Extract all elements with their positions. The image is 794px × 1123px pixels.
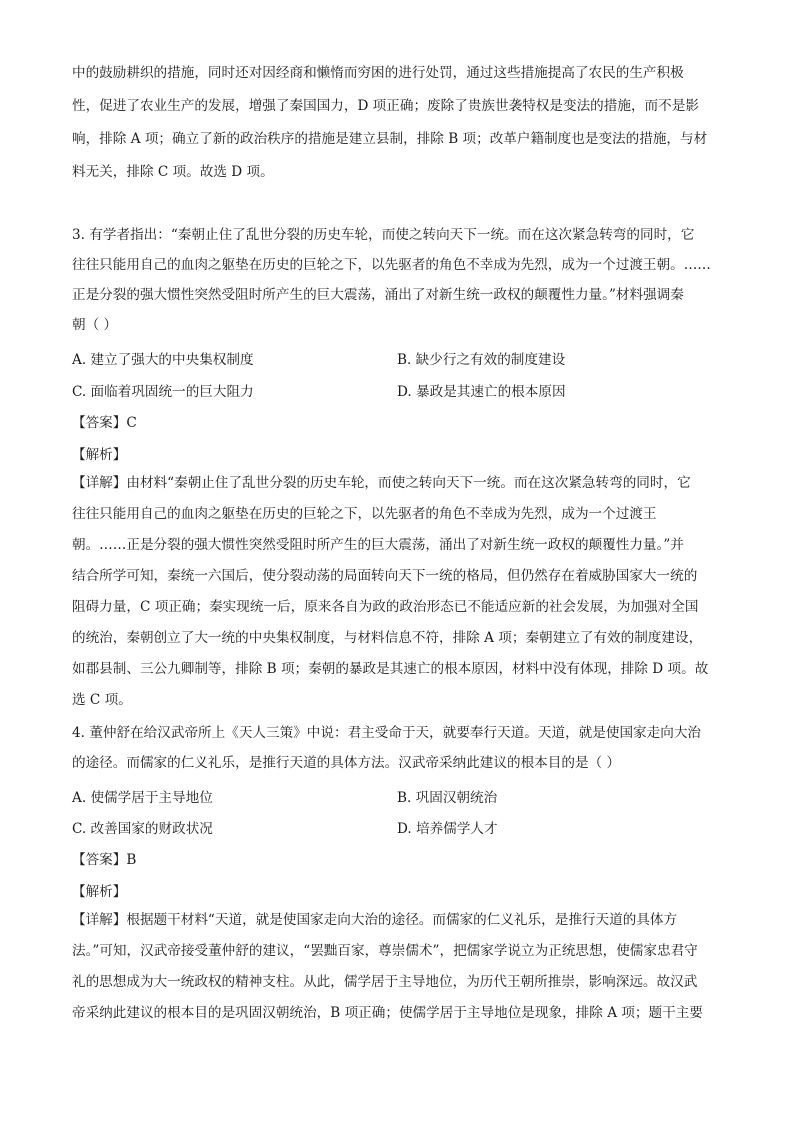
answer-tag: 【答案】 bbox=[72, 415, 127, 431]
q3-option-d: D. 暴政是其速亡的根本原因 bbox=[397, 384, 566, 400]
text-line: 法。”可知，汉武帝接受董仲舒的建议，“罢黜百家，尊崇儒术”，把儒家学说立为正统思想，使儒家忠君守 bbox=[72, 943, 698, 959]
text-line: 【详解】根据题干材料“天道，就是使国家走向大治的途径。而儒家的仁义礼乐，是推行天道的具体方 bbox=[72, 912, 678, 928]
text-line: 朝。……正是分裂的强大惯性突然受阻时所产生的巨大震荡，涌出了对新生统一政权的颠覆性力量。”并 bbox=[72, 537, 684, 553]
text-line: 4. 董仲舒在给汉武帝所上《天人三策》中说：君主受命于天，就要奉行天道。天道，就是使国家走向大治 bbox=[72, 725, 702, 741]
q4-analysis-label: 【解析】 bbox=[72, 884, 127, 900]
text-line: 往往只能用自己的血肉之躯垫在历史的巨轮之下，以先驱者的角色不幸成为先烈，成为一个过渡王朝。…… bbox=[72, 257, 711, 273]
text-line: 结合所学可知，秦统一六国后，使分裂动荡的局面转向天下一统的格局，但仍然存在着威胁国家大一统的 bbox=[72, 568, 698, 584]
text-line: 礼的思想成为大一统政权的精神支柱。从此，儒学居于主导地位，为历代王朝所推崇，影响深远。故汉武 bbox=[72, 974, 698, 990]
text-line: 性，促进了农业生产的发展，增强了秦国国力，D 项正确；废除了贵族世袭特权是变法的措施，而不是影 bbox=[72, 98, 699, 114]
text-line: 响，排除 A 项；确立了新的政治秩序的措施是建立县制，排除 B 项；改革户籍制度也是变法的措施，与材 bbox=[72, 131, 708, 147]
text-line: 正是分裂的强大惯性突然受阻时所产生的巨大震荡，涌出了对新生统一政权的颠覆性力量。”材料强调秦 bbox=[72, 287, 684, 303]
answer-value: B bbox=[126, 852, 137, 868]
answer-tag: 【答案】 bbox=[72, 852, 127, 868]
q4-option-a: A. 使儒学居于主导地位 bbox=[72, 790, 213, 806]
q3-option-b: B. 缺少行之有效的制度建设 bbox=[397, 352, 566, 368]
text-line: 中的鼓励耕织的措施，同时还对因经商和懒惰而穷困的进行处罚，通过这些措施提高了农民的生产积极 bbox=[72, 65, 684, 81]
text-line: 3. 有学者指出：“秦朝止住了乱世分裂的历史车轮，而使之转向天下一统。而在这次紧急转弯的同时，它 bbox=[72, 227, 695, 243]
text-line: 【详解】由材料“秦朝止住了乱世分裂的历史车轮，而使之转向天下一统。而在这次紧急转弯的同时，它 bbox=[72, 475, 691, 491]
text-line: 帝采纳此建议的根本目的是巩固汉朝统治，B 项正确；使儒学居于主导地位是现象，排除 A 项；题干主要 bbox=[72, 1005, 703, 1021]
text-line: 的途径。而儒家的仁义礼乐，是推行天道的具体方法。汉武帝采纳此建议的根本目的是（ ） bbox=[72, 755, 621, 771]
text-line: 选 C 项。 bbox=[72, 692, 132, 708]
text-line: 往往只能用自己的血肉之躯垫在历史的巨轮之下，以先驱者的角色不幸成为先烈，成为一个过渡王 bbox=[72, 506, 657, 522]
answer-value: C bbox=[126, 415, 137, 431]
text-line: 如郡县制、三公九卿制等，排除 B 项；秦朝的暴政是其速亡的根本原因，材料中没有体现，排除 D 项。故 bbox=[72, 661, 709, 677]
q4-answer bbox=[72, 848, 136, 868]
q4-option-c: C. 改善国家的财政状况 bbox=[72, 821, 213, 837]
text-line: 朝（ ） bbox=[72, 317, 118, 333]
q3-answer bbox=[72, 411, 137, 431]
text-line: 料无关，排除 C 项。故选 D 项。 bbox=[72, 164, 274, 180]
text-line: 阻碍力量，C 项正确；秦实现统一后，原来各自为政的政治形态已不能适应新的社会发展，为加强对全国 bbox=[72, 599, 699, 615]
q3-option-c: C. 面临着巩固统一的巨大阻力 bbox=[72, 384, 254, 400]
q4-option-b: B. 巩固汉朝统治 bbox=[397, 790, 498, 806]
q4-option-d: D. 培养儒学人才 bbox=[397, 821, 498, 837]
q3-option-a: A. 建立了强大的中央集权制度 bbox=[72, 352, 254, 368]
text-line: 的统治，秦朝创立了大一统的中央集权制度，与材料信息不符，排除 A 项；秦朝建立了有效的制度建设， bbox=[72, 630, 703, 646]
q3-analysis-label: 【解析】 bbox=[72, 447, 127, 463]
